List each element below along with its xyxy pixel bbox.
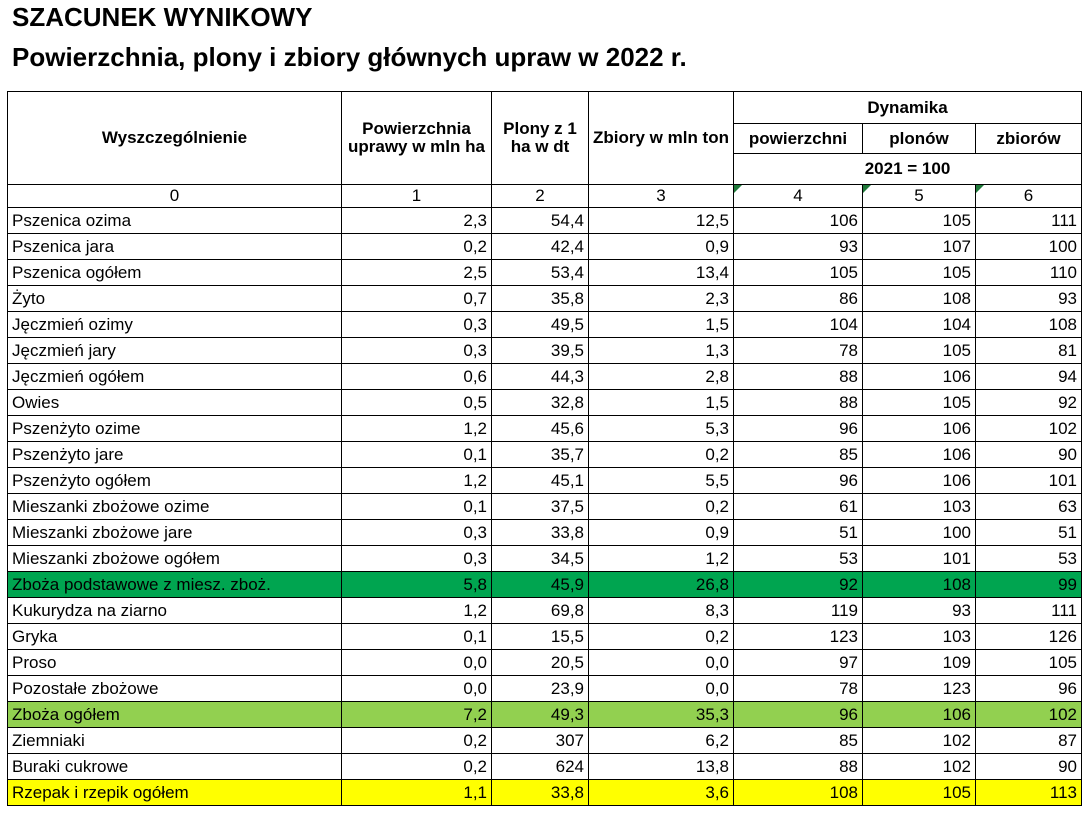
cell-value: 111	[976, 598, 1082, 624]
cell-value: 1,5	[589, 312, 734, 338]
cell-value: 33,8	[492, 520, 589, 546]
cell-value: 5,5	[589, 468, 734, 494]
cell-value: 0,1	[342, 494, 492, 520]
cell-value: 45,1	[492, 468, 589, 494]
cell-value: 88	[734, 390, 863, 416]
cell-value: 104	[863, 312, 976, 338]
cell-value: 0,1	[342, 624, 492, 650]
cell-value: 1,3	[589, 338, 734, 364]
row-label: Owies	[8, 390, 342, 416]
cell-value: 51	[734, 520, 863, 546]
row-label: Rzepak i rzepik ogółem	[8, 780, 342, 806]
column-number: 5	[863, 185, 976, 208]
cell-comment-marker	[734, 185, 742, 193]
cell-value: 106	[863, 442, 976, 468]
row-label: Zboża ogółem	[8, 702, 342, 728]
cell-value: 37,5	[492, 494, 589, 520]
cell-value: 13,8	[589, 754, 734, 780]
cell-value: 108	[863, 286, 976, 312]
cell-value: 69,8	[492, 598, 589, 624]
column-number: 3	[589, 185, 734, 208]
column-number: 2	[492, 185, 589, 208]
cell-value: 1,2	[342, 416, 492, 442]
cell-value: 96	[734, 416, 863, 442]
cell-value: 101	[863, 546, 976, 572]
cell-value: 35,8	[492, 286, 589, 312]
cell-value: 5,8	[342, 572, 492, 598]
cell-value: 0,1	[342, 442, 492, 468]
table-row	[8, 650, 1082, 676]
cell-value: 34,5	[492, 546, 589, 572]
row-label: Ziemniaki	[8, 728, 342, 754]
row-label: Pszenica jara	[8, 234, 342, 260]
table-row	[8, 468, 1082, 494]
cell-value: 0,2	[342, 728, 492, 754]
cell-value: 0,0	[342, 676, 492, 702]
row-label: Mieszanki zbożowe ozime	[8, 494, 342, 520]
crop-table	[7, 91, 1082, 806]
column-number: 0	[8, 185, 342, 208]
cell-value: 78	[734, 338, 863, 364]
cell-value: 93	[863, 598, 976, 624]
cell-value: 1,2	[342, 468, 492, 494]
cell-value: 20,5	[492, 650, 589, 676]
header-area: Powierzchnia uprawy w mln ha	[342, 92, 492, 185]
row-label: Jęczmień jary	[8, 338, 342, 364]
row-label: Jęczmień ozimy	[8, 312, 342, 338]
cell-value: 85	[734, 728, 863, 754]
cell-value: 1,2	[589, 546, 734, 572]
cell-value: 94	[976, 364, 1082, 390]
table-row	[8, 390, 1082, 416]
cell-value: 53	[976, 546, 1082, 572]
cell-value: 6,2	[589, 728, 734, 754]
header-yield: Plony z 1 ha w dt	[492, 92, 589, 185]
cell-value: 119	[734, 598, 863, 624]
cell-value: 88	[734, 754, 863, 780]
cell-value: 105	[863, 260, 976, 286]
cell-value: 102	[863, 728, 976, 754]
cell-value: 307	[492, 728, 589, 754]
cell-value: 0,0	[589, 650, 734, 676]
table-row	[8, 260, 1082, 286]
cell-value: 107	[863, 234, 976, 260]
cell-value: 0,3	[342, 520, 492, 546]
cell-value: 88	[734, 364, 863, 390]
table-row	[8, 286, 1082, 312]
cell-value: 0,2	[589, 494, 734, 520]
table-row	[8, 780, 1082, 806]
cell-value: 81	[976, 338, 1082, 364]
cell-value: 111	[976, 208, 1082, 234]
cell-value: 0,9	[589, 234, 734, 260]
cell-value: 45,6	[492, 416, 589, 442]
header-dyn-area: powierzchni	[734, 124, 863, 154]
cell-value: 1,5	[589, 390, 734, 416]
cell-value: 3,6	[589, 780, 734, 806]
cell-value: 102	[976, 702, 1082, 728]
cell-value: 102	[863, 754, 976, 780]
cell-value: 100	[863, 520, 976, 546]
cell-value: 39,5	[492, 338, 589, 364]
cell-value: 8,3	[589, 598, 734, 624]
table-row	[8, 702, 1082, 728]
cell-value: 35,3	[589, 702, 734, 728]
cell-value: 100	[976, 234, 1082, 260]
cell-value: 0,3	[342, 338, 492, 364]
cell-value: 0,2	[342, 754, 492, 780]
cell-value: 0,3	[342, 546, 492, 572]
cell-value: 103	[863, 624, 976, 650]
cell-comment-marker	[863, 185, 871, 193]
table-row	[8, 754, 1082, 780]
cell-value: 2,3	[589, 286, 734, 312]
cell-value: 51	[976, 520, 1082, 546]
table-row	[8, 676, 1082, 702]
cell-value: 49,3	[492, 702, 589, 728]
cell-value: 0,9	[589, 520, 734, 546]
header-harvest: Zbiory w mln ton	[589, 92, 734, 185]
cell-value: 2,3	[342, 208, 492, 234]
column-number: 6	[976, 185, 1082, 208]
cell-value: 90	[976, 442, 1082, 468]
cell-value: 96	[734, 702, 863, 728]
cell-value: 105	[863, 780, 976, 806]
cell-value: 0,0	[342, 650, 492, 676]
cell-value: 108	[863, 572, 976, 598]
cell-value: 109	[863, 650, 976, 676]
table-row	[8, 442, 1082, 468]
cell-value: 90	[976, 754, 1082, 780]
row-label: Żyto	[8, 286, 342, 312]
header-dyn-harvest: zbiorów	[976, 124, 1082, 154]
cell-value: 0,3	[342, 312, 492, 338]
cell-value: 63	[976, 494, 1082, 520]
row-label: Mieszanki zbożowe jare	[8, 520, 342, 546]
cell-value: 105	[863, 390, 976, 416]
cell-value: 92	[734, 572, 863, 598]
row-label: Gryka	[8, 624, 342, 650]
cell-value: 0,5	[342, 390, 492, 416]
cell-value: 96	[976, 676, 1082, 702]
row-label: Buraki cukrowe	[8, 754, 342, 780]
cell-value: 102	[976, 416, 1082, 442]
cell-value: 106	[734, 208, 863, 234]
header-dyn-yield: plonów	[863, 124, 976, 154]
cell-value: 2,5	[342, 260, 492, 286]
table-row	[8, 624, 1082, 650]
cell-value: 85	[734, 442, 863, 468]
column-number: 4	[734, 185, 863, 208]
cell-value: 53,4	[492, 260, 589, 286]
cell-value: 93	[976, 286, 1082, 312]
cell-value: 0,2	[589, 624, 734, 650]
row-label: Pszenica ozima	[8, 208, 342, 234]
row-label: Pszenżyto ogółem	[8, 468, 342, 494]
report-subtitle: Powierzchnia, plony i zbiory głównych upraw w 2022 r.	[12, 42, 687, 72]
table-row	[8, 546, 1082, 572]
cell-value: 106	[863, 364, 976, 390]
cell-value: 108	[976, 312, 1082, 338]
cell-value: 1,2	[342, 598, 492, 624]
cell-value: 105	[976, 650, 1082, 676]
column-number: 1	[342, 185, 492, 208]
cell-value: 49,5	[492, 312, 589, 338]
cell-value: 123	[863, 676, 976, 702]
cell-value: 105	[863, 338, 976, 364]
row-label: Pszenica ogółem	[8, 260, 342, 286]
cell-value: 99	[976, 572, 1082, 598]
cell-value: 110	[976, 260, 1082, 286]
header-specification: Wyszczególnienie	[8, 92, 342, 185]
cell-value: 101	[976, 468, 1082, 494]
cell-value: 624	[492, 754, 589, 780]
cell-value: 105	[863, 208, 976, 234]
table-row	[8, 520, 1082, 546]
row-label: Pozostałe zbożowe	[8, 676, 342, 702]
cell-value: 44,3	[492, 364, 589, 390]
cell-value: 97	[734, 650, 863, 676]
table-row	[8, 208, 1082, 234]
cell-value: 12,5	[589, 208, 734, 234]
cell-value: 45,9	[492, 572, 589, 598]
cell-value: 86	[734, 286, 863, 312]
cell-value: 92	[976, 390, 1082, 416]
header-dynamics: Dynamika	[734, 92, 1082, 124]
table-row	[8, 338, 1082, 364]
cell-value: 61	[734, 494, 863, 520]
cell-value: 87	[976, 728, 1082, 754]
cell-value: 126	[976, 624, 1082, 650]
cell-value: 106	[863, 468, 976, 494]
cell-value: 93	[734, 234, 863, 260]
cell-value: 23,9	[492, 676, 589, 702]
cell-value: 0,7	[342, 286, 492, 312]
cell-value: 32,8	[492, 390, 589, 416]
cell-value: 123	[734, 624, 863, 650]
cell-value: 0,0	[589, 676, 734, 702]
table-row	[8, 728, 1082, 754]
table-row	[8, 364, 1082, 390]
cell-value: 15,5	[492, 624, 589, 650]
cell-value: 42,4	[492, 234, 589, 260]
header-base-year: 2021 = 100	[734, 154, 1082, 185]
cell-value: 5,3	[589, 416, 734, 442]
cell-value: 105	[734, 260, 863, 286]
cell-value: 33,8	[492, 780, 589, 806]
cell-value: 96	[734, 468, 863, 494]
cell-value: 1,1	[342, 780, 492, 806]
row-label: Jęczmień ogółem	[8, 364, 342, 390]
cell-value: 54,4	[492, 208, 589, 234]
table-row	[8, 234, 1082, 260]
cell-value: 13,4	[589, 260, 734, 286]
table-row	[8, 572, 1082, 598]
cell-comment-marker	[976, 185, 984, 193]
cell-value: 78	[734, 676, 863, 702]
cell-value: 0,6	[342, 364, 492, 390]
cell-value: 103	[863, 494, 976, 520]
cell-value: 113	[976, 780, 1082, 806]
cell-value: 104	[734, 312, 863, 338]
table-row	[8, 312, 1082, 338]
cell-value: 7,2	[342, 702, 492, 728]
table-row	[8, 598, 1082, 624]
cell-value: 108	[734, 780, 863, 806]
row-label: Mieszanki zbożowe ogółem	[8, 546, 342, 572]
row-label: Pszenżyto jare	[8, 442, 342, 468]
cell-value: 106	[863, 702, 976, 728]
cell-value: 35,7	[492, 442, 589, 468]
row-label: Kukurydza na ziarno	[8, 598, 342, 624]
cell-value: 0,2	[342, 234, 492, 260]
cell-value: 106	[863, 416, 976, 442]
cell-value: 53	[734, 546, 863, 572]
cell-value: 26,8	[589, 572, 734, 598]
table-row	[8, 416, 1082, 442]
row-label: Proso	[8, 650, 342, 676]
cell-value: 0,2	[589, 442, 734, 468]
table-row	[8, 494, 1082, 520]
cell-value: 2,8	[589, 364, 734, 390]
row-label: Zboża podstawowe z miesz. zboż.	[8, 572, 342, 598]
row-label: Pszenżyto ozime	[8, 416, 342, 442]
report-title: SZACUNEK WYNIKOWY	[12, 2, 313, 32]
